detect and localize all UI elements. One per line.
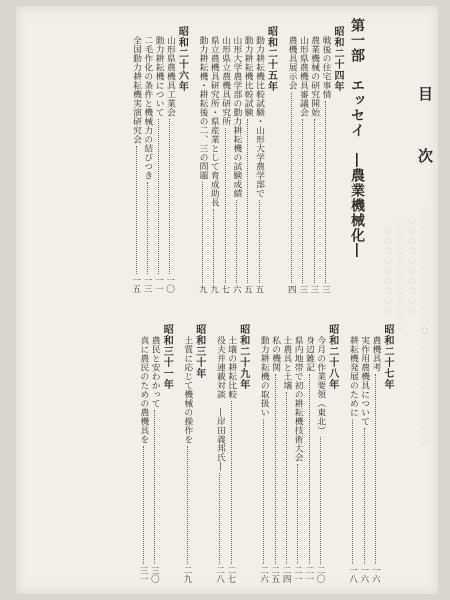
- toc-entry-title: 動力耕耘機について: [153, 36, 164, 117]
- toc-entry-title: 県内地帯で初の耕耘機技術大会: [292, 336, 303, 462]
- toc-entry-title: 実作用農機具について: [359, 336, 370, 426]
- toc-entry-title: 私の機関: [270, 336, 281, 372]
- era-heading: 昭和二十七年: [382, 324, 393, 390]
- toc-entry-page: 三一: [138, 566, 149, 583]
- dot-leader: [212, 209, 214, 283]
- dot-leader: [301, 119, 303, 283]
- toc-entry-title: 土農具と土壌: [281, 336, 292, 390]
- toc-entry-page: 二五: [269, 566, 280, 583]
- toc-entry-title: 県立農機具研究所・県産業として育成助長: [208, 36, 219, 207]
- toc-entry-page: 一〇: [164, 276, 175, 293]
- toc-title: 目 次: [416, 86, 434, 179]
- dot-leader: [313, 119, 315, 283]
- dot-leader: [262, 419, 264, 564]
- toc-entry-page: 三〇: [149, 566, 160, 583]
- toc-entry-page: 三: [320, 285, 331, 294]
- toc-entry-title: 農業機械の研究開始: [309, 36, 320, 117]
- toc-entry-page: 二九: [182, 566, 192, 583]
- era-heading: 昭和二十九年: [237, 324, 249, 390]
- toc-entry-title: 農機具展示会: [286, 36, 297, 90]
- dot-leader: [157, 119, 159, 274]
- toc-entry-page: 六: [231, 285, 242, 294]
- dot-leader: [168, 119, 170, 274]
- dot-leader: [246, 119, 248, 283]
- toc-entry-title: 全国動力耕耘機実演研究会: [130, 36, 141, 144]
- dot-leader: [224, 128, 226, 283]
- dot-leader: [285, 392, 287, 564]
- toc-entry-page: 七: [219, 285, 230, 294]
- toc-entry-title: 戦後の住宅事情: [320, 36, 331, 99]
- toc-entry-page: 二八: [214, 566, 225, 583]
- toc-entry-page: 二六: [258, 566, 269, 583]
- toc-entry-title: 動力耕耘機比較試験: [242, 36, 253, 117]
- dot-leader: [296, 464, 298, 564]
- toc-entry-title: 身辺雑記: [303, 336, 314, 372]
- dot-leader: [153, 410, 155, 564]
- dot-leader: [201, 182, 203, 283]
- dot-leader: [235, 200, 237, 283]
- era-heading: 昭和二十六年: [176, 26, 188, 92]
- toc-page: 目 次 第一部 エッセイ ―農業機械化― ○○○○○○○○○○○○○ ○○○○○○○○○○ ○○○○○○○○○○○ ○○○○○○○○○ ○○○○○○○○○○○○ 昭和二十四年 戦後の住宅事情 三 農業機械の研究開始 三 山形県農機具審議会 三 農機具展示会 四 昭和二十五年 動力耕耘機比較試験・山形大学農学部で 五 動力耕耘機比較試験 五 山形大学農学部の動力耕耘機の試験成績 六 山形県立農機具研究所 七 県立農機具研究所・県産業として育成助長 九 動力耕耘機・耕耘後の二、三の問題 九 昭和二十六年 山形県農機具工業会 一〇 動力耕耘機について 一一 二毛作化の条件と機械力の結びつき 一三 全国動力耕耘機実演研究会 一五 昭和二十七年 農機具考 一六 実作用農機具について 一六 耕耘機発展のために 一八 昭和二十八年 今月の作業要領（東北） 二〇 身辺雑記 二一 県内地帯で初の耕耘機技術大会 二一 土農具と土壌 二四 私の機関 二五 動力耕耘機の取扱い 二六 昭和二十九年 土壌の耕耘比較 二七 役夫井連載対談 ―岸田義邦氏― 二八 昭和三十年 土質に応じて機械の操作を 二九 昭和三十一年 農民と安わかって 三〇 真に農民のための農機具を 三一: [16, 6, 438, 594]
- toc-entry-page: 二一: [292, 566, 303, 583]
- toc-entry-title: 役夫井連載対談 ―岸田義邦氏―: [214, 336, 225, 471]
- toc-entry-page: 三: [308, 285, 319, 294]
- toc-entry-title: 山形県農機具審議会: [297, 36, 308, 117]
- toc-entry-page: 一一: [153, 276, 164, 293]
- era-heading: 昭和二十五年: [265, 26, 277, 92]
- toc-entry-page: 一六: [358, 566, 369, 583]
- dot-leader: [363, 428, 365, 564]
- toc-entry-title: 山形大学農学部の動力耕耘機の試験成績: [231, 36, 242, 198]
- toc-entry-title: 農民と安わかって: [149, 336, 160, 408]
- toc-entry-title: 山形県立農機具研究所: [220, 36, 231, 126]
- toc-entry-page: 二〇: [315, 566, 325, 583]
- dot-leader: [186, 446, 188, 564]
- era-heading: 昭和二十八年: [326, 324, 338, 390]
- dot-leader: [351, 419, 353, 564]
- toc-entry-page: 五: [253, 285, 264, 294]
- toc-entry-title: 山形県農機具工業会: [164, 36, 175, 117]
- dot-leader: [308, 374, 310, 564]
- dot-leader: [274, 374, 276, 564]
- dot-leader: [319, 437, 321, 564]
- toc-entry-title: 動力耕耘機比較試験・山形大学農学部で: [253, 36, 264, 198]
- toc-entry-page: 一八: [347, 566, 358, 583]
- dot-leader: [142, 446, 144, 564]
- toc-entry-title: 耕耘機発展のために: [347, 336, 358, 417]
- toc-entry-page: 五: [242, 285, 253, 294]
- dot-leader: [374, 374, 376, 564]
- toc-entry-page: 三: [297, 285, 308, 294]
- dot-leader: [230, 401, 232, 564]
- toc-entry-title: 今月の作業要領（東北）: [315, 336, 326, 435]
- toc-entry-page: 一五: [130, 276, 141, 293]
- toc-entry-page: 九: [197, 285, 208, 294]
- toc-entry-title: 動力耕耘機・耕耘後の二、三の問題: [197, 36, 208, 180]
- part1-heading: 第一部 エッセイ ―農業機械化―: [349, 18, 365, 258]
- toc-entry-page: 二四: [281, 566, 292, 583]
- toc-entry-title: 二毛作化の条件と機械力の結びつき: [142, 36, 153, 180]
- dot-leader: [146, 182, 148, 274]
- dot-leader: [324, 101, 326, 283]
- era-heading: 昭和三十一年: [161, 324, 173, 390]
- dot-leader: [258, 200, 260, 283]
- toc-entry-page: 九: [208, 285, 219, 294]
- dot-leader: [135, 146, 137, 274]
- toc-entry-page: 二七: [225, 566, 236, 583]
- dot-leader: [290, 92, 292, 283]
- toc-entry-page: 二一: [303, 566, 314, 583]
- era-heading: 昭和三十年: [193, 324, 205, 379]
- era-heading: 昭和二十四年: [332, 26, 343, 92]
- toc-entry-title: 真に農民のための農機具を: [138, 336, 149, 444]
- toc-entry-page: 一三: [142, 276, 152, 293]
- toc-entry-title: 農機具考: [370, 336, 381, 372]
- toc-entry-title: 土質に応じて機械の操作を: [182, 336, 193, 444]
- toc-entry-page: 一六: [370, 566, 381, 583]
- dot-leader: [218, 473, 220, 564]
- toc-entry-title: 土壌の耕耘比較: [226, 336, 237, 399]
- toc-entry-title: 動力耕耘機の取扱い: [258, 336, 269, 417]
- toc-entry-page: 四: [286, 285, 297, 294]
